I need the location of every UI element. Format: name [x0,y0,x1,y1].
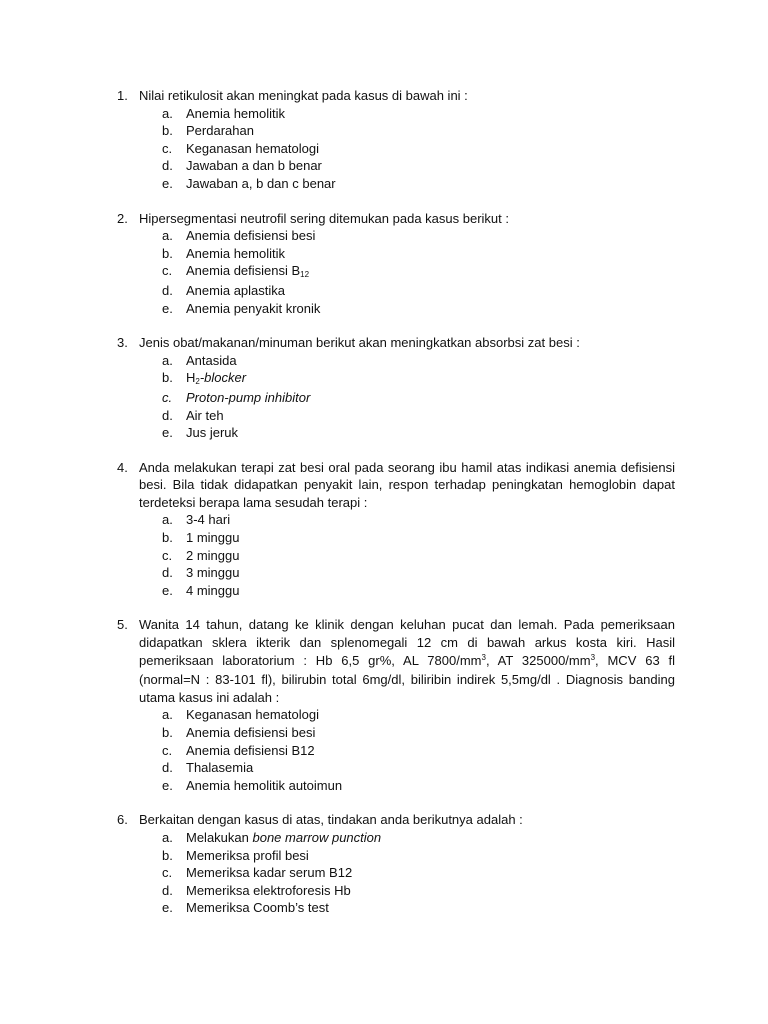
option-item [139,122,675,140]
option-text: 3-4 hari [186,512,231,528]
option-italic-text: bone marrow punction [252,829,382,845]
option-letter: a. [162,352,173,368]
option-letter: e. [162,900,173,916]
option-letter: e. [162,582,173,598]
option-italic-text: Proton-pump inhibitor [186,389,311,405]
option-letter: c. [162,140,173,156]
option-letter: b. [162,847,173,863]
option-text: Air teh [186,407,224,423]
option-text: 2 minggu [186,547,240,563]
option-letter: e. [162,175,173,191]
option-item [139,706,675,724]
option-item [139,157,675,175]
option-item [139,282,675,300]
option-list [139,829,675,917]
question-number: 3. [117,335,128,351]
question-number: 4. [117,459,128,475]
option-text: 1 minggu [186,530,240,546]
option-item [139,262,675,282]
option-item [139,882,675,900]
option-text: Jawaban a dan b benar [186,158,322,174]
option-letter: a. [162,105,173,121]
option-letter: b. [162,530,173,546]
question-3 [0,334,675,442]
option-letter: c. [162,865,173,881]
question-5 [0,616,675,794]
option-letter: b. [162,245,173,261]
option-text: Jus jeruk [186,425,239,441]
option-letter: d. [162,565,173,581]
option-item [139,511,675,529]
superscript: 3 [481,652,486,662]
option-letter: c. [162,547,173,563]
option-text: Anemia penyakit kronik [186,300,321,316]
option-letter: b. [162,370,173,386]
option-item [139,724,675,742]
option-text: Melakukan [186,829,253,845]
option-item [139,424,675,442]
option-italic-text: -blocker [199,370,247,386]
question-text: Hipersegmentasi neutrofil sering ditemukan pada kasus berikut : [139,210,509,226]
question-text-part: Wanita 14 tahun, datang ke klinik dengan keluhan pucat dan lemah. Pada pemeriksaan didapatkan sklera ikterik dan splenomegali 12 cm di bawah arkus kosta kiri. Hasil pemeriksaan laboratorium : Hb 6,5 gr%, AL 7800/mm [139,617,675,668]
option-text: Thalasemia [186,760,254,776]
option-text: Memeriksa kadar serum B12 [186,865,353,881]
option-item [139,864,675,882]
question-text: Berkaitan dengan kasus di atas, tindakan anda berikutnya adalah : [139,812,523,828]
option-letter: c. [162,742,173,758]
option-item [139,564,675,582]
question-6 [0,811,675,917]
question-text: Jenis obat/makanan/minuman berikut akan meningkatkan absorbsi zat besi : [139,335,580,351]
option-text: Anemia hemolitik [186,245,285,261]
option-item [139,227,675,245]
option-text: Keganasan hematologi [186,707,319,723]
option-text: Anemia hemolitik autoimun [186,777,343,793]
option-letter: d. [162,882,173,898]
option-letter: d. [162,760,173,776]
option-letter: a. [162,228,173,244]
question-text-part: , AT 325000/mm [485,652,591,668]
option-item [139,777,675,795]
question-number: 1. [117,88,128,103]
option-item [139,847,675,865]
option-text: Anemia defisiensi B [186,263,301,279]
question-2 [0,210,675,318]
question-number: 2. [117,210,128,226]
option-item [139,105,675,123]
question-number: 5. [117,617,128,633]
option-text: Anemia hemolitik [186,105,285,121]
option-text: Memeriksa profil besi [186,847,309,863]
option-letter: a. [162,829,173,845]
option-letter: e. [162,300,173,316]
option-text: Jawaban a, b dan c benar [186,175,336,191]
option-text: 4 minggu [186,582,240,598]
question-list [0,87,768,934]
option-item [139,389,675,407]
question-text [139,616,675,706]
option-item [139,582,675,600]
option-text: Memeriksa elektroforesis Hb [186,882,351,898]
option-item [139,140,675,158]
option-letter: e. [162,425,173,441]
option-list [139,352,675,442]
option-letter: c. [162,263,173,279]
option-text: Perdarahan [186,123,254,139]
option-letter: b. [162,123,173,139]
option-item [139,369,675,389]
option-letter: b. [162,725,173,740]
option-text: Antasida [186,352,237,368]
option-item [139,547,675,565]
question-4 [0,459,675,600]
option-list [139,105,675,193]
option-text: Anemia aplastika [186,282,285,298]
option-text: Anemia defisiensi B12 [186,742,315,758]
option-item [139,300,675,318]
question-1 [0,87,675,193]
option-item [139,899,675,917]
option-item [139,742,675,760]
option-item [139,407,675,425]
subscript: 2 [195,377,200,387]
option-letter: d. [162,158,173,174]
subscript: 12 [300,270,310,280]
question-text: Nilai retikulosit akan meningkat pada kasus di bawah ini : [139,88,468,103]
option-text: Keganasan hematologi [186,140,319,156]
option-letter: a. [162,512,173,528]
question-text-part: , MCV 63 fl (normal=N : 83-101 fl), bilirubin total 6mg/dl, biliribin indirek 5,5mg/dl . Diagnosis banding utama kasus ini adalah : [139,652,676,705]
option-text: Anemia defisiensi besi [186,228,316,244]
option-text: Memeriksa Coomb’s test [186,900,329,916]
option-item [139,352,675,370]
option-text: 3 minggu [186,565,240,581]
option-letter: a. [162,707,173,723]
option-item [139,829,675,847]
option-list [139,706,675,794]
option-item [139,175,675,193]
question-text: Anda melakukan terapi zat besi oral pada seorang ibu hamil atas indikasi anemia defisiensi besi. Bila tidak didapatkan penyakit lain, respon terhadap peningkatan hemoglobin dapat terdeteksi berapa lama sesudah terapi : [139,459,675,510]
option-item [139,245,675,263]
option-item [139,759,675,777]
option-letter: d. [162,407,173,423]
option-list [139,227,675,317]
question-number: 6. [117,812,128,828]
option-text: Anemia defisiensi besi [186,725,316,740]
superscript: 3 [590,652,596,662]
option-letter: c. [162,389,173,405]
option-letter: d. [162,282,173,298]
option-prefix: H [186,370,196,386]
option-letter: e. [162,777,173,793]
option-list [139,511,675,599]
option-item [139,529,675,547]
